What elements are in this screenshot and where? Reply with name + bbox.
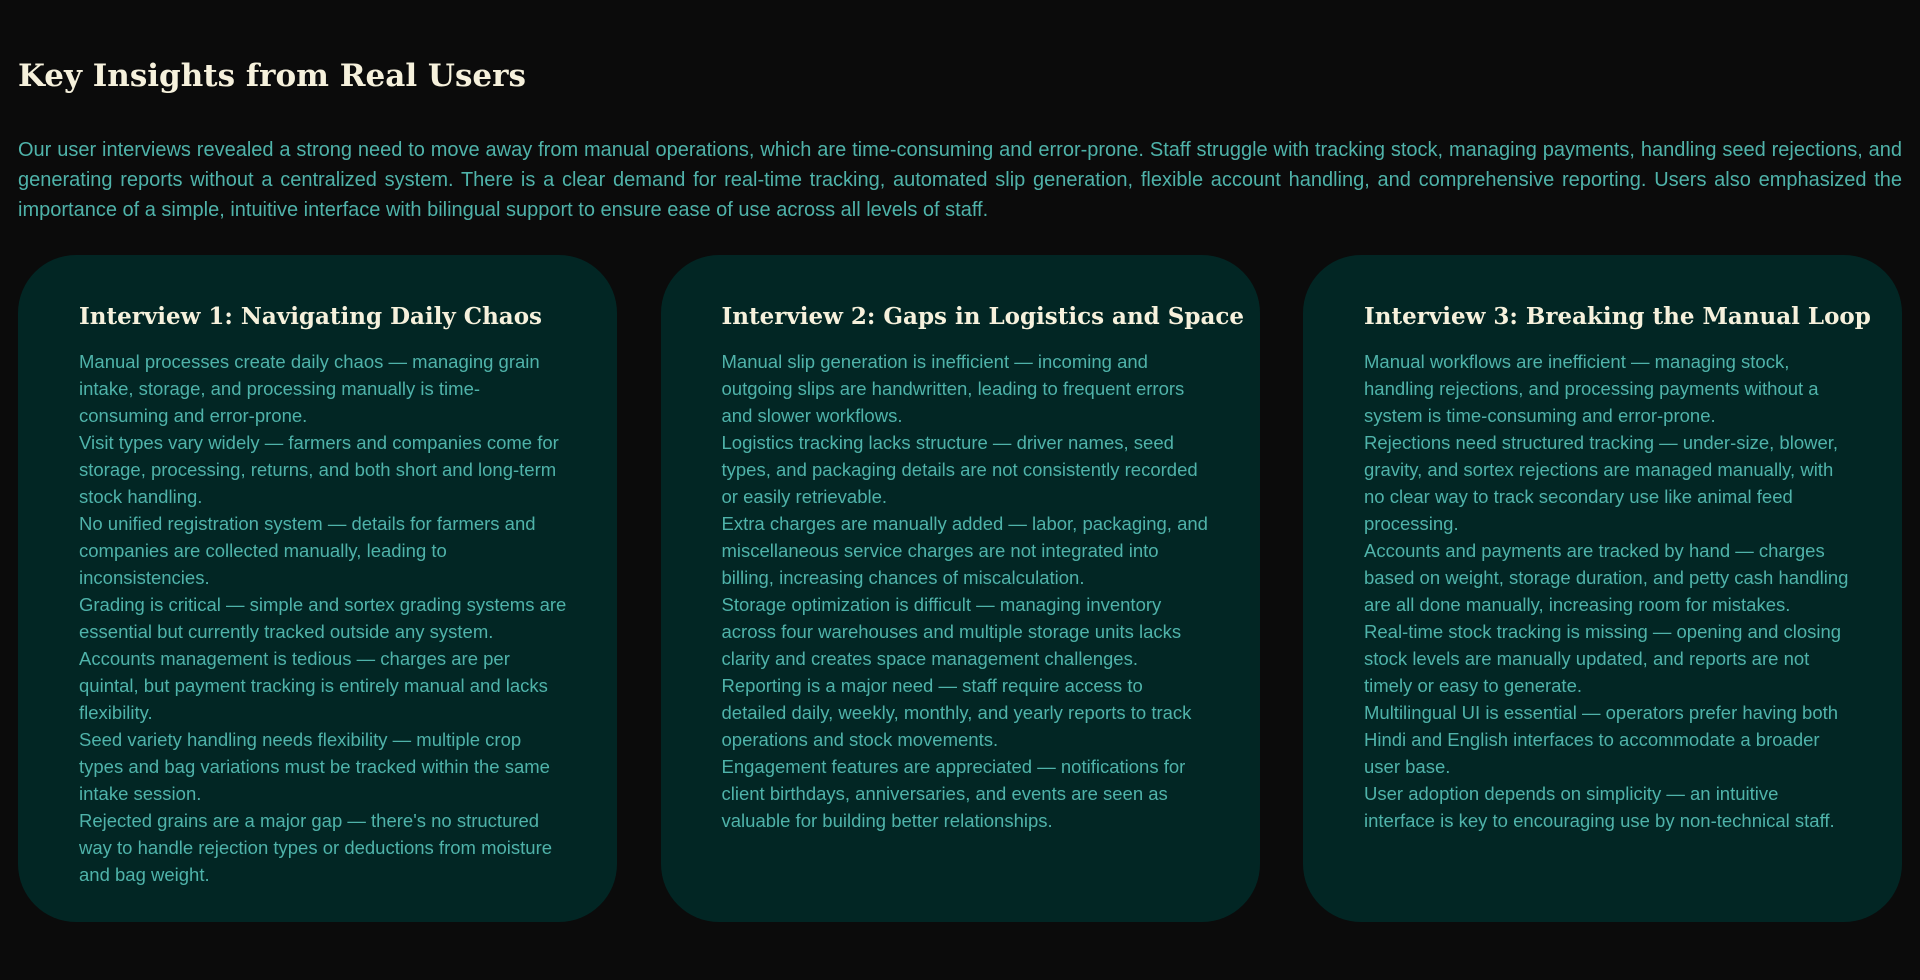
interview-points-list <box>722 348 1210 834</box>
interview-points-list <box>79 348 567 888</box>
list-item: Extra charges are manually added — labor, packaging, and miscellaneous service charges are not integrated into billing, increasing chances of miscalculation. <box>721 513 1208 588</box>
page-title: Key Insights from Real Users <box>18 58 526 94</box>
list-item: Accounts management is tedious — charges are per quintal, but payment tracking is entirely manual and lacks flexibility. <box>79 648 548 723</box>
interview-cards <box>18 255 1902 922</box>
list-item: No unified registration system — details for farmers and companies are collected manually, leading to inconsistencies. <box>79 513 536 588</box>
list-item: Rejected grains are a major gap — there's no structured way to handle rejection types or deductions from moisture and bag weight. <box>79 810 553 885</box>
interview-points-list <box>1364 348 1852 834</box>
interview-card-title: Interview 3: Breaking the Manual Loop <box>1364 303 1871 330</box>
list-item: User adoption depends on simplicity — an intuitive interface is key to encouraging use by non-technical staff. <box>1364 783 1835 831</box>
list-item: Reporting is a major need — staff require access to detailed daily, weekly, monthly, and yearly reports to track operations and stock movements. <box>721 675 1192 750</box>
list-item: Manual processes create daily chaos — managing grain intake, storage, and processing manually is time-consuming and error-prone. <box>79 351 540 426</box>
list-item: Seed variety handling needs flexibility — multiple crop types and bag variations must be tracked within the same intake session. <box>79 729 550 804</box>
list-item: Visit types vary widely — farmers and companies come for storage, processing, returns, and both short and long-term stock handling. <box>79 432 559 507</box>
list-item: Accounts and payments are tracked by hand — charges based on weight, storage duration, and petty cash handling are all done manually, increasing room for mistakes. <box>1364 540 1849 615</box>
interview-card-3 <box>1303 255 1902 922</box>
list-item: Rejections need structured tracking — under-size, blower, gravity, and sortex rejections are managed manually, with no clear way to track secondary use like animal feed processing. <box>1364 432 1839 534</box>
list-item: Logistics tracking lacks structure — driver names, seed types, and packaging details are not consistently recorded or easily retrievable. <box>721 432 1198 507</box>
list-item: Storage optimization is difficult — managing inventory across four warehouses and multiple storage units lacks clarity and creates space management challenges. <box>721 594 1182 669</box>
list-item: Multilingual UI is essential — operators prefer having both Hindi and English interfaces to accommodate a broader user base. <box>1364 702 1839 777</box>
list-item: Manual slip generation is inefficient — incoming and outgoing slips are handwritten, leading to frequent errors and slower workflows. <box>721 351 1185 426</box>
interview-card-1 <box>18 255 617 922</box>
intro-paragraph: Our user interviews revealed a strong need to move away from manual operations, which are time-consuming and error-prone. Staff struggle with tracking stock, managing payments, handling seed rejections, and generating reports without a centralized system. There is a clear demand for real-time tracking, automated slip generation, flexible account handling, and comprehensive reporting. Users also emphasized the importance of a simple, intuitive interface with bilingual support to ensure ease of use across all levels of staff. <box>18 139 1902 221</box>
interview-card-2 <box>661 255 1260 922</box>
interview-card-title: Interview 1: Navigating Daily Chaos <box>79 303 542 330</box>
list-item: Real-time stock tracking is missing — opening and closing stock levels are manually updated, and reports are not timely or easy to generate. <box>1364 621 1842 696</box>
list-item: Engagement features are appreciated — notifications for client birthdays, anniversaries, and events are seen as valuable for building better relationships. <box>721 756 1186 831</box>
list-item: Manual workflows are inefficient — managing stock, handling rejections, and processing payments without a system is time-consuming and error-prone. <box>1364 351 1819 426</box>
interview-card-title: Interview 2: Gaps in Logistics and Space <box>721 303 1244 330</box>
list-item: Grading is critical — simple and sortex grading systems are essential but currently tracked outside any system. <box>79 594 567 642</box>
